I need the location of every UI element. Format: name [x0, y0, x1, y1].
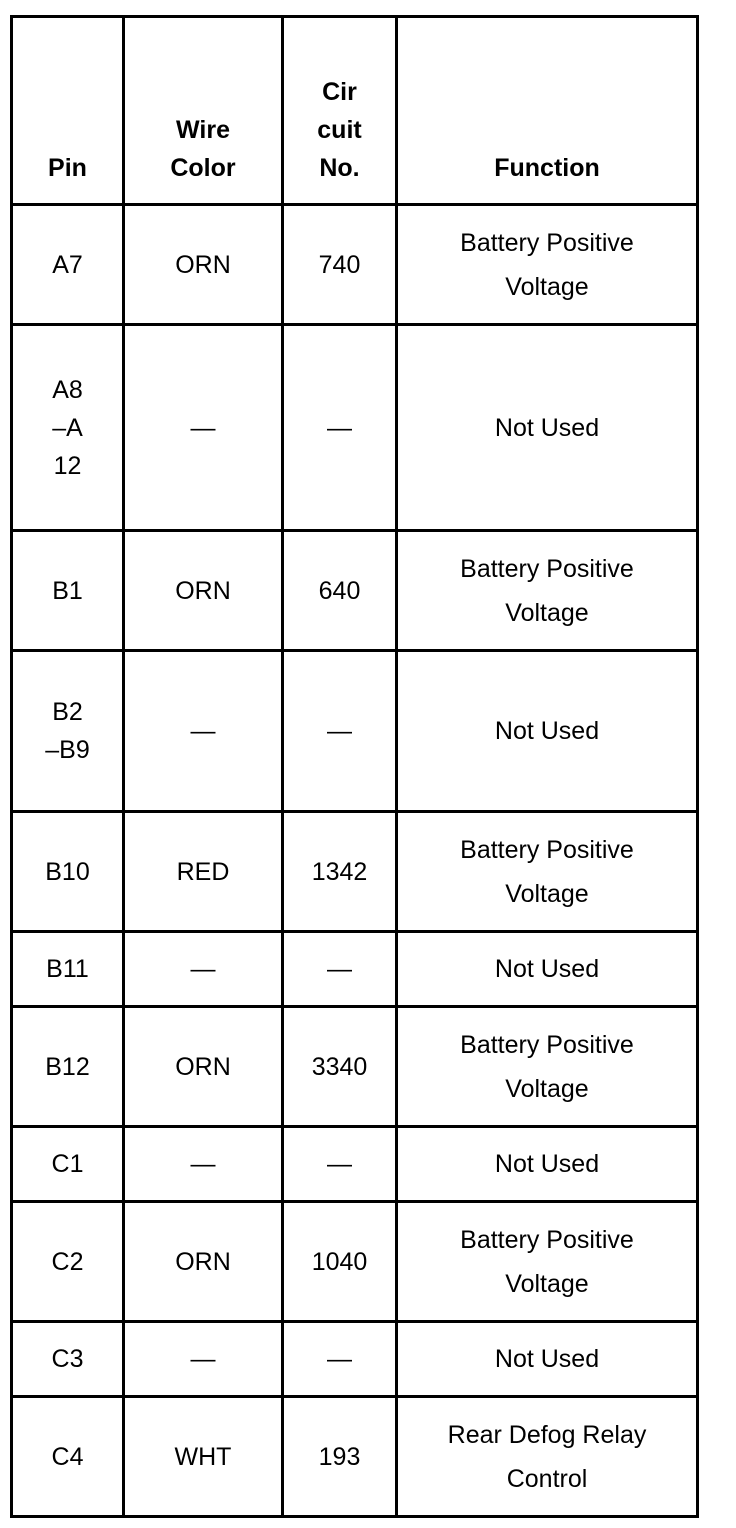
table-row	[12, 531, 698, 651]
pin-cell: B11	[12, 932, 124, 1007]
wire-color-cell: WHT	[124, 1397, 283, 1517]
table-row	[12, 812, 698, 932]
wire-color-cell: ORN	[124, 1202, 283, 1322]
pin-cell: C2	[12, 1202, 124, 1322]
header-row	[12, 17, 698, 205]
wire-color-cell: RED	[124, 812, 283, 932]
wire-color-cell: —	[124, 932, 283, 1007]
table-row	[12, 1127, 698, 1202]
pin-cell: C4	[12, 1397, 124, 1517]
function-cell: Rear Defog Relay Control	[397, 1397, 698, 1517]
pin-cell: A8 –A 12	[12, 325, 124, 531]
function-cell: Not Used	[397, 325, 698, 531]
circuit-no-cell: 1040	[283, 1202, 397, 1322]
pin-cell: B2 –B9	[12, 651, 124, 812]
pin-cell: C1	[12, 1127, 124, 1202]
header-wire-color: Wire Color	[124, 17, 283, 205]
function-cell: Not Used	[397, 1127, 698, 1202]
header-pin: Pin	[12, 17, 124, 205]
header-function: Function	[397, 17, 698, 205]
circuit-no-cell: 740	[283, 205, 397, 325]
pin-cell: C3	[12, 1322, 124, 1397]
circuit-no-cell: 1342	[283, 812, 397, 932]
wire-color-cell: ORN	[124, 1007, 283, 1127]
function-cell: Not Used	[397, 1322, 698, 1397]
table-row	[12, 325, 698, 531]
function-cell: Not Used	[397, 932, 698, 1007]
table-row	[12, 651, 698, 812]
table-row	[12, 1007, 698, 1127]
circuit-no-cell: 193	[283, 1397, 397, 1517]
circuit-no-cell: —	[283, 651, 397, 812]
function-cell: Battery Positive Voltage	[397, 205, 698, 325]
pin-cell: B12	[12, 1007, 124, 1127]
function-cell: Battery Positive Voltage	[397, 1007, 698, 1127]
pin-table	[10, 15, 699, 1518]
pin-cell: B1	[12, 531, 124, 651]
wire-color-cell: ORN	[124, 531, 283, 651]
wire-color-cell: ORN	[124, 205, 283, 325]
circuit-no-cell: 640	[283, 531, 397, 651]
wire-color-cell: —	[124, 651, 283, 812]
function-cell: Not Used	[397, 651, 698, 812]
header-circuit-no: Cir cuit No.	[283, 17, 397, 205]
circuit-no-cell: 3340	[283, 1007, 397, 1127]
wire-color-cell: —	[124, 1322, 283, 1397]
circuit-no-cell: —	[283, 325, 397, 531]
function-cell: Battery Positive Voltage	[397, 1202, 698, 1322]
table-row	[12, 1202, 698, 1322]
circuit-no-cell: —	[283, 932, 397, 1007]
pin-cell: A7	[12, 205, 124, 325]
function-cell: Battery Positive Voltage	[397, 812, 698, 932]
pin-cell: B10	[12, 812, 124, 932]
circuit-no-cell: —	[283, 1322, 397, 1397]
table-row	[12, 932, 698, 1007]
wire-color-cell: —	[124, 325, 283, 531]
table-row	[12, 1322, 698, 1397]
function-cell: Battery Positive Voltage	[397, 531, 698, 651]
table-row	[12, 1397, 698, 1517]
wire-color-cell: —	[124, 1127, 283, 1202]
circuit-no-cell: —	[283, 1127, 397, 1202]
table-row	[12, 205, 698, 325]
